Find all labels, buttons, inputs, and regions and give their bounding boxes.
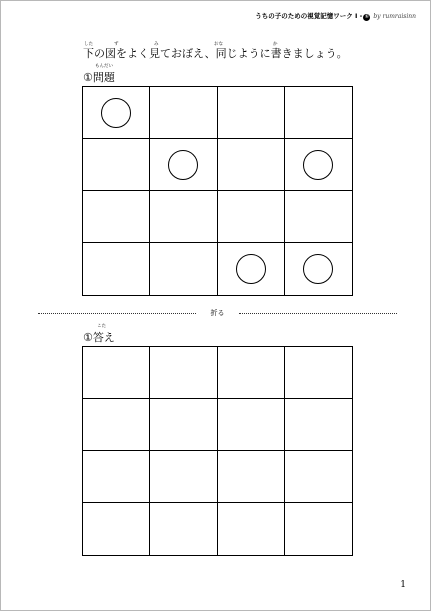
grid-cell-r1-c2	[150, 87, 217, 139]
circle-mark	[168, 150, 198, 180]
grid-cell-r1-c3	[218, 87, 285, 139]
grid-cell-r3-c1	[83, 191, 150, 243]
ruby-zu: ず	[114, 42, 119, 47]
author-byline: by rumraisinn	[373, 13, 416, 20]
ruby-mondai: もんだい	[95, 64, 113, 69]
grid-cell-r3-c3[interactable]	[218, 451, 285, 503]
grid-cell-r1-c1[interactable]	[83, 347, 150, 399]
fold-dotted-line-right	[239, 313, 397, 314]
page-number: 1	[400, 580, 406, 590]
grid-cell-r4-c1	[83, 243, 150, 295]
instruction-text: 下の図をよく見ておぼえ、同じように書きましょう。	[83, 47, 348, 60]
answer-grid[interactable]	[82, 346, 353, 556]
ruby-ona: おな	[214, 42, 223, 47]
circle-mark	[101, 98, 131, 128]
grid-cell-r2-c2[interactable]	[150, 399, 217, 451]
worksheet-title: うちの子のための視覚記憶ワーク Ⅰ -	[255, 12, 363, 20]
circle-mark	[236, 254, 266, 284]
circle-mark	[303, 254, 333, 284]
grid-cell-r4-c2	[150, 243, 217, 295]
grid-cell-r1-c4[interactable]	[285, 347, 352, 399]
grid-cell-r1-c3[interactable]	[218, 347, 285, 399]
grid-cell-r2-c2	[150, 139, 217, 191]
grid-cell-r2-c3	[218, 139, 285, 191]
grid-cell-r3-c1[interactable]	[83, 451, 150, 503]
grid-cell-r4-c4	[285, 243, 352, 295]
problem-grid	[82, 86, 353, 296]
fold-line	[38, 307, 397, 319]
grid-cell-r4-c1[interactable]	[83, 503, 150, 555]
grid-cell-r3-c2[interactable]	[150, 451, 217, 503]
ruby-ka: か	[273, 42, 278, 47]
grid-cell-r2-c4	[285, 139, 352, 191]
grid-cell-r3-c3	[218, 191, 285, 243]
worksheet-number-badge: ①	[364, 14, 369, 20]
ruby-kota: こた	[97, 324, 106, 329]
grid-cell-r2-c4[interactable]	[285, 399, 352, 451]
worksheet-header	[255, 11, 416, 21]
fold-label: 折る	[210, 309, 225, 317]
grid-cell-r1-c1	[83, 87, 150, 139]
problem-label: ①問題	[83, 71, 115, 84]
ruby-shita: した	[84, 42, 93, 47]
grid-cell-r2-c3[interactable]	[218, 399, 285, 451]
ruby-mi: み	[154, 42, 159, 47]
grid-cell-r4-c2[interactable]	[150, 503, 217, 555]
grid-cell-r2-c1	[83, 139, 150, 191]
grid-cell-r3-c2	[150, 191, 217, 243]
grid-cell-r3-c4[interactable]	[285, 451, 352, 503]
grid-cell-r4-c4[interactable]	[285, 503, 352, 555]
grid-cell-r2-c1[interactable]	[83, 399, 150, 451]
grid-cell-r4-c3[interactable]	[218, 503, 285, 555]
answer-label: ①答え	[83, 331, 115, 344]
grid-cell-r1-c2[interactable]	[150, 347, 217, 399]
grid-cell-r3-c4	[285, 191, 352, 243]
grid-cell-r4-c3	[218, 243, 285, 295]
circle-mark	[303, 150, 333, 180]
grid-cell-r1-c4	[285, 87, 352, 139]
